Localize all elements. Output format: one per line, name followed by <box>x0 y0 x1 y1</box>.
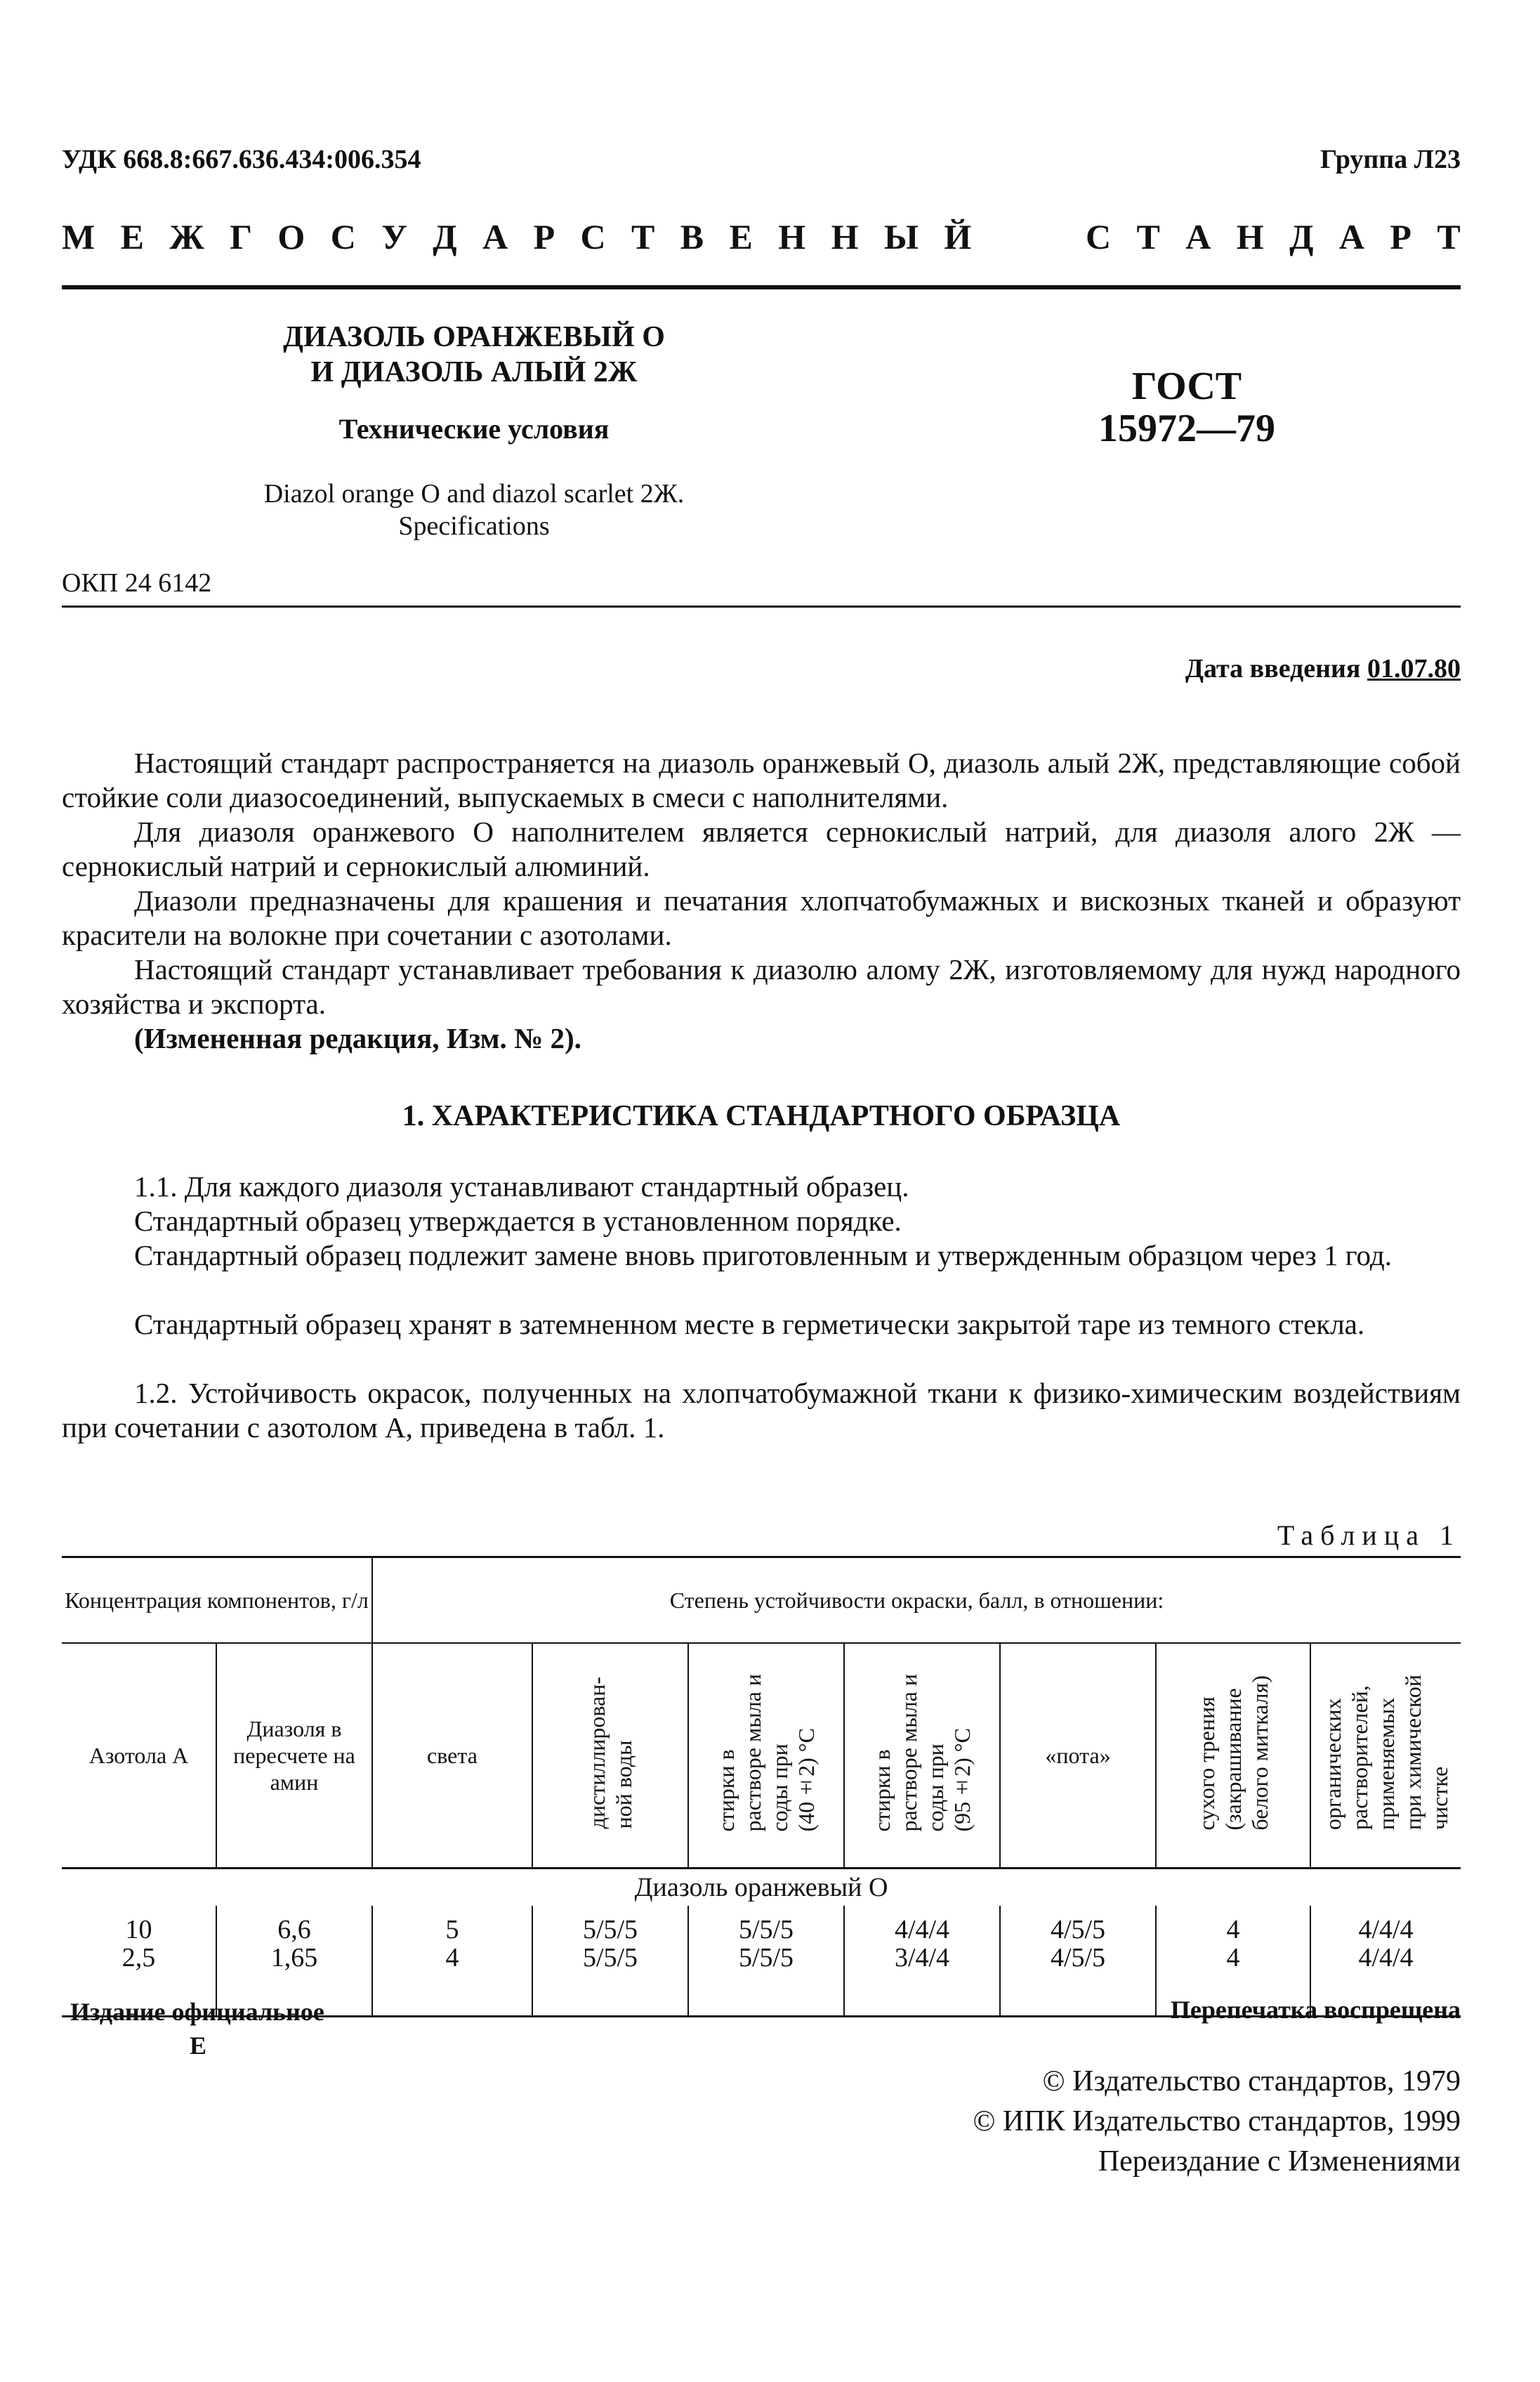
col-diazol: Диазоля в пересчете на амин <box>216 1643 372 1869</box>
table-cell: 5 <box>372 1906 532 1944</box>
heading-letter: О <box>277 217 305 256</box>
table-cell: 10 <box>125 1915 152 1944</box>
heading-letter: Г <box>230 217 252 256</box>
section-paragraph: Стандартный образец хранят в затемненном месте в герметически закрытой таре из темного стекла. <box>134 1308 1365 1340</box>
col-water-label: дистиллирован- ной воды <box>584 1676 636 1829</box>
col-wash40-label: стирки в растворе мыла и соды при (40±2) °С <box>713 1673 819 1832</box>
heading-letter: Т <box>631 217 655 256</box>
edition-label: Издание официальное <box>70 1998 324 2026</box>
col-rub <box>1156 1643 1310 1869</box>
col-sweat: «пота» <box>1000 1643 1156 1869</box>
copyright-line: © Издательство стандартов, 1979 <box>1042 2065 1461 2098</box>
heading-letter: Е <box>120 217 144 256</box>
intro-paragraph: Настоящий стандарт распространяется на диазоль оранжевый О, диазоль алый 2Ж, представляющие собой стойкие соли диазосоединений, выпускаемых в смеси с наполнителями. <box>62 747 1461 813</box>
product-title <box>176 320 772 390</box>
header-rule <box>62 285 1461 289</box>
reprint-notice: Перепечатка воспрещена <box>1170 1996 1461 2024</box>
heading-letter: С <box>1086 217 1112 256</box>
table-cell: 3/4/4 <box>844 1944 1000 2017</box>
col-wash95-label: стирки в растворе мыла и соды при (95±2) °С <box>869 1673 975 1832</box>
heading-letter: Е <box>729 217 753 256</box>
intro-paragraph: Настоящий стандарт устанавливает требования к диазолю алому 2Ж, изготовляемому для нужд народного хозяйства и экспорта. <box>62 953 1461 1020</box>
gost-value: 15972—79 <box>1098 407 1275 450</box>
date-value: 01.07.80 <box>1367 654 1461 683</box>
table-cell: 4 <box>372 1944 532 2017</box>
table-cell: 5/5/5 <box>688 1944 844 2017</box>
amendment-note: (Измененная редакция, Изм. № 2). <box>134 1022 581 1054</box>
edition-note <box>70 1995 324 2062</box>
udk-code: УДК 668.8:667.636.434:006.354 <box>62 145 421 174</box>
heading-letter: А <box>1185 217 1211 256</box>
product-title-line: И ДИАЗОЛЬ АЛЫЙ 2Ж <box>310 356 638 388</box>
edition-letter: Е <box>190 2031 207 2060</box>
table-subheader-row <box>62 1643 1461 1869</box>
intro-paragraph: Для диазоля оранжевого О наполнителем является сернокислый натрий, для диазоля алого 2Ж — сернокислый натрий и сернокислый алюминий. <box>62 816 1461 882</box>
product-title-line: ДИАЗОЛЬ ОРАНЖЕВЫЙ О <box>283 321 665 353</box>
heading-letter: С <box>580 217 606 256</box>
reissue-note: Переиздание с Изменениями <box>1098 2145 1461 2178</box>
heading-letter: А <box>482 217 508 256</box>
heading-letter: М <box>62 217 96 256</box>
english-title <box>176 478 772 542</box>
group-code: Группа Л23 <box>1319 145 1461 174</box>
interstate-standard-heading <box>62 216 1461 257</box>
col-light: света <box>372 1643 532 1869</box>
heading-letter: С <box>330 217 356 256</box>
heading-letter: Т <box>1136 217 1160 256</box>
col-solvent <box>1310 1643 1461 1869</box>
intro-paragraph: Диазоли предназначены для крашения и печатания хлопчатобумажных и вискозных тканей и образуют красители на волокне при сочетании с азотолами. <box>62 884 1461 951</box>
english-title-line: Specifications <box>398 511 550 541</box>
table-cell: 4/4/4 <box>1310 1906 1461 1944</box>
heading-letter: Т <box>1437 217 1461 256</box>
heading-gap <box>997 216 1060 257</box>
table-cell: 4/4/4 <box>1310 1944 1461 2017</box>
table-section-label: Диазоль оранжевый О <box>634 1873 888 1902</box>
header-concentration: Концентрация компонентов, г/л <box>62 1557 372 1644</box>
table-cell: 5/5/5 <box>532 1906 688 1944</box>
heading-letter: Д <box>433 217 457 256</box>
section-heading: 1. ХАРАКТЕРИСТИКА СТАНДАРТНОГО ОБРАЗЦА <box>402 1100 1121 1132</box>
table-cell: 4 <box>1156 1906 1310 1944</box>
table-caption: Таблица 1 <box>1277 1519 1461 1551</box>
heading-letter: Ж <box>169 217 204 256</box>
table-cell: 5/5/5 <box>688 1906 844 1944</box>
col-solvent-label: органических растворителей, применяемых при химической чистке <box>1319 1675 1452 1831</box>
col-azotol: Азотола А <box>62 1643 216 1869</box>
okp-code: ОКП 24 6142 <box>62 568 212 598</box>
heading-letter: Н <box>778 217 806 256</box>
table-cell: 6,6 <box>216 1906 372 1944</box>
heading-letter: Р <box>533 217 555 256</box>
heading-letter: Д <box>1289 217 1314 256</box>
section-paragraph: Стандартный образец подлежит замене вновь приготовленным и утвержденным образцом через 1 год. <box>134 1239 1392 1271</box>
gost-label: ГОСТ <box>1131 365 1242 408</box>
table-header-row <box>62 1557 1461 1644</box>
section-paragraph: 1.2. Устойчивость окрасок, полученных на хлопчатобумажной ткани к физико-химическим воздействиям при сочетании с азотолом А, приведена в табл. 1. <box>62 1377 1461 1444</box>
table-cell: 4 <box>1156 1944 1310 2017</box>
fastness-table <box>62 1556 1461 2017</box>
copyright-line: © ИПК Издательство стандартов, 1999 <box>973 2105 1461 2138</box>
heading-letter: Р <box>1390 217 1411 256</box>
table-section-row <box>62 1869 1461 1906</box>
date-label: Дата введения <box>1185 654 1361 683</box>
col-wash95 <box>844 1643 1000 1869</box>
table-cell: 4/4/4 <box>844 1906 1000 1944</box>
gost-number <box>1039 365 1334 450</box>
heading-letter: Н <box>1236 217 1264 256</box>
table-cell: 4/5/5 <box>1000 1906 1156 1944</box>
table-cell: 5/5/5 <box>532 1944 688 2017</box>
english-title-line: Diazol orange O and diazol scarlet 2Ж. <box>263 479 685 509</box>
col-water <box>532 1643 688 1869</box>
introduction-date <box>1185 653 1461 684</box>
title-rule <box>62 606 1461 608</box>
heading-letter: В <box>680 217 704 256</box>
table-row <box>62 1906 1461 1944</box>
section-paragraph: 1.1. Для каждого диазоля устанавливают стандартный образец. <box>134 1170 909 1203</box>
table-cell: 2,5 <box>62 1944 216 2017</box>
header-fastness: Степень устойчивости окраски, балл, в отношении: <box>372 1557 1461 1644</box>
table-cell: 1,65 <box>216 1944 372 2017</box>
heading-letter: У <box>381 217 407 256</box>
heading-letter: Ы <box>883 217 919 256</box>
document-subtitle: Технические условия <box>338 413 610 445</box>
heading-letter: А <box>1338 217 1364 256</box>
heading-letter: Н <box>831 217 859 256</box>
table-cell: 4/5/5 <box>1000 1944 1156 2017</box>
section-paragraph: Стандартный образец утверждается в установленном порядке. <box>134 1205 902 1237</box>
copyright-block <box>973 2062 1461 2182</box>
col-wash40 <box>688 1643 844 1869</box>
heading-letter: Й <box>944 217 972 256</box>
col-rub-label: сухого трения (закрашивание белого миткаля) <box>1194 1675 1272 1831</box>
